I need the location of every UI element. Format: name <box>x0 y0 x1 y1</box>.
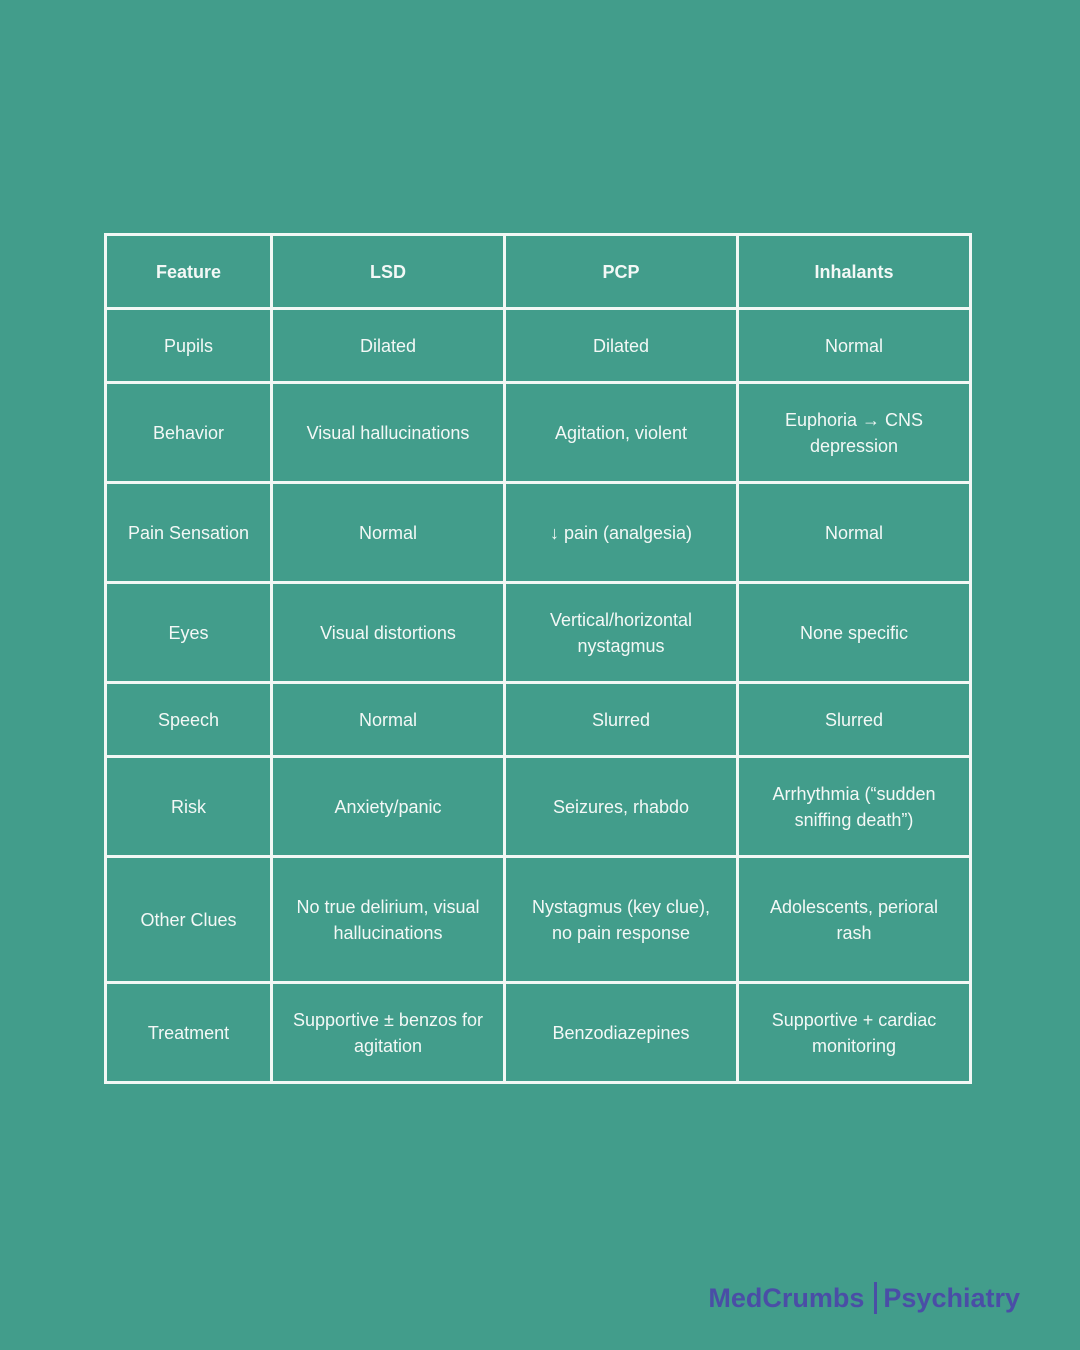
comparison-table-container <box>104 233 972 1084</box>
table-row <box>106 309 971 383</box>
table-cell: ↓ pain (analgesia) <box>505 483 738 583</box>
table-row <box>106 757 971 857</box>
row-label: Treatment <box>106 983 272 1083</box>
table-row <box>106 583 971 683</box>
table-row <box>106 983 971 1083</box>
table-cell: Nystagmus (key clue), no pain response <box>505 857 738 983</box>
row-label: Pupils <box>106 309 272 383</box>
table-cell: Normal <box>738 483 971 583</box>
table-cell: Agitation, violent <box>505 383 738 483</box>
table-cell: Supportive + cardiac monitoring <box>738 983 971 1083</box>
row-label: Eyes <box>106 583 272 683</box>
table-cell: Slurred <box>505 683 738 757</box>
header-inhalants: Inhalants <box>738 235 971 309</box>
table-row <box>106 683 971 757</box>
table-cell: Benzodiazepines <box>505 983 738 1083</box>
brand-name: MedCrumbs <box>708 1282 865 1313</box>
brand-logo <box>708 1282 1020 1314</box>
header-feature: Feature <box>106 235 272 309</box>
table-cell: Vertical/horizontal nystagmus <box>505 583 738 683</box>
header-lsd: LSD <box>272 235 505 309</box>
table-row <box>106 857 971 983</box>
row-label: Behavior <box>106 383 272 483</box>
row-label: Other Clues <box>106 857 272 983</box>
table-cell: No true delirium, visual hallucinations <box>272 857 505 983</box>
table-cell: Normal <box>738 309 971 383</box>
table-cell: Supportive ± benzos for agitation <box>272 983 505 1083</box>
table-cell: Dilated <box>505 309 738 383</box>
row-label: Risk <box>106 757 272 857</box>
table-header-row <box>106 235 971 309</box>
table-cell: Normal <box>272 483 505 583</box>
header-pcp: PCP <box>505 235 738 309</box>
table-cell: Normal <box>272 683 505 757</box>
table-cell: None specific <box>738 583 971 683</box>
table-cell: Euphoria → CNS depression <box>738 383 971 483</box>
table-cell: Anxiety/panic <box>272 757 505 857</box>
table-cell: Dilated <box>272 309 505 383</box>
brand-section: Psychiatry <box>883 1282 1020 1313</box>
row-label: Speech <box>106 683 272 757</box>
table-cell: Seizures, rhabdo <box>505 757 738 857</box>
comparison-table <box>104 233 972 1084</box>
table-cell: Slurred <box>738 683 971 757</box>
table-cell: Visual hallucinations <box>272 383 505 483</box>
row-label: Pain Sensation <box>106 483 272 583</box>
table-row <box>106 383 971 483</box>
table-cell: Arrhythmia (“sudden sniffing death”) <box>738 757 971 857</box>
table-cell: Visual distortions <box>272 583 505 683</box>
brand-separator <box>874 1282 877 1314</box>
table-cell: Adolescents, perioral rash <box>738 857 971 983</box>
table-row <box>106 483 971 583</box>
